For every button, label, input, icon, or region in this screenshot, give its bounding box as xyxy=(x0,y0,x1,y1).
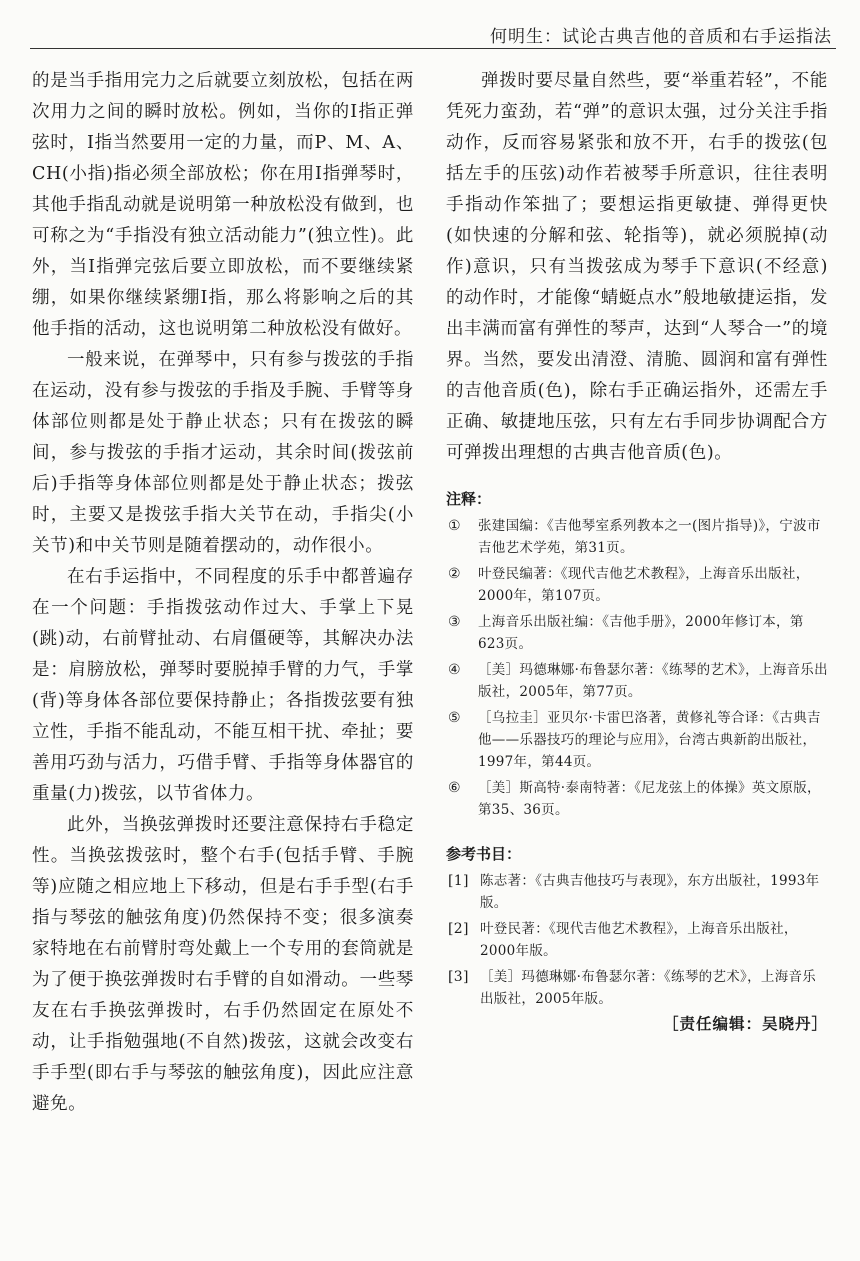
page-header xyxy=(30,14,836,49)
notes-list xyxy=(446,515,828,821)
note-marker: ② xyxy=(448,566,461,582)
reference-marker: [1] xyxy=(448,873,469,889)
note-marker: ⑥ xyxy=(448,780,461,796)
note-item xyxy=(446,707,828,773)
note-text: 上海音乐出版社编：《吉他手册》，2000年修订本，第623页。 xyxy=(478,614,804,652)
notes-heading: 注释： xyxy=(446,490,492,508)
note-marker: ③ xyxy=(448,614,461,630)
note-text: 张建国编：《吉他琴室系列教本之一(图片指导)》，宁波市吉他艺术学苑，第31页。 xyxy=(478,518,821,556)
notes-block xyxy=(446,488,828,1014)
running-title: 何明生：试论古典吉他的音质和右手运指法 xyxy=(490,27,832,47)
note-text: ［美］斯高特·泰南特著：《尼龙弦上的体操》英文原版，第35、36页。 xyxy=(478,780,821,818)
responsible-editor: ［责任编辑：吴晓丹］ xyxy=(662,1015,828,1033)
body-paragraph: 弹拨时要尽量自然些，要“举重若轻”，不能凭死力蛮劲，若“弹”的意识太强，过分关注手指动作，反而容易紧张和放不开，右手的拨弦(包括左手的压弦)动作若被琴手所意识，往往表明手指动作笨拙了；要想运指更敏捷、弹得更快(如快速的分解和弦、轮指等)，就必须脱掉(动作)意识，只有当拨弦成为琴手下意识(不经意)的动作时，才能像“蜻蜓点水”般地敏捷运指，发出丰满而富有弹性的琴声，达到“人琴合一”的境界。当然，要发出清澄、清脆、圆润和富有弹性的吉他音质(色)，除右手正确运指外，还需左手正确、敏捷地压弦，只有左右手同步协调配合方可弹拨出理想的古典吉他音质(色)。 xyxy=(446,71,828,463)
note-item xyxy=(446,563,828,607)
reference-item xyxy=(446,918,828,962)
note-item xyxy=(446,611,828,655)
body-paragraph: 在右手运指中，不同程度的乐手中都普遍存在一个问题：手指拨弦动作过大、手掌上下晃(跳)动，右前臂扯动、右肩僵硬等，其解决办法是：肩膀放松，弹琴时要脱掉手臂的力气，手掌(背)等身体各部位要保持静止；各指拨弦要有独立性，手指不能乱动，不能互相干扰、牵扯；要善用巧劲与活力，巧借手臂、手指等身体器官的重量(力)拨弦，以节省体力。 xyxy=(32,567,414,804)
note-marker: ① xyxy=(448,518,461,534)
reference-text: 陈志著：《古典吉他技巧与表现》，东方出版社，1993年版。 xyxy=(480,873,820,911)
note-item xyxy=(446,659,828,703)
reference-marker: [3] xyxy=(448,969,469,985)
right-column xyxy=(446,66,828,469)
reference-text: ［美］玛德琳娜·布鲁瑟尔著：《练琴的艺术》，上海音乐出版社，2005年版。 xyxy=(480,969,817,1007)
references-list xyxy=(446,870,828,1010)
reference-marker: [2] xyxy=(448,921,469,937)
reference-text: 叶登民著：《现代吉他艺术教程》，上海音乐出版社，2000年版。 xyxy=(480,921,798,959)
note-text: 叶登民编著：《现代吉他艺术教程》，上海音乐出版社，2000年，第107页。 xyxy=(478,566,810,604)
reference-item xyxy=(446,966,828,1010)
left-column xyxy=(32,66,414,1120)
note-item xyxy=(446,777,828,821)
note-text: ［美］玛德琳娜·布鲁瑟尔著：《练琴的艺术》，上海音乐出版社，2005年，第77页。 xyxy=(478,662,828,700)
references-heading: 参考书目： xyxy=(446,845,522,863)
reference-item xyxy=(446,870,828,914)
note-item xyxy=(446,515,828,559)
body-paragraph: 此外，当换弦弹拨时还要注意保持右手稳定性。当换弦拨弦时，整个右手(包括手臂、手腕等)应随之相应地上下移动，但是右手手型(右手指与琴弦的触弦角度)仍然保持不变；很多演奏家特地在右前臂肘弯处戴上一个专用的套筒就是为了便于换弦弹拨时右手臂的自如滑动。一些琴友在右手换弦弹拨时，右手仍然固定在原处不动，让手指勉强地(不自然)拨弦，这就会改变右手手型(即右手与琴弦的触弦角度)，因此应注意避免。 xyxy=(32,815,414,1114)
note-marker: ④ xyxy=(448,662,461,678)
note-marker: ⑤ xyxy=(448,710,461,726)
body-paragraph: 的是当手指用完力之后就要立刻放松，包括在两次用力之间的瞬时放松。例如，当你的Ⅰ指正弹弦时，Ⅰ指当然要用一定的力量，而P、M、A、CH(小指)指必须全部放松；你在用Ⅰ指弹琴时，其他手指乱动就是说明第一种放松没有做到，也可称之为“手指没有独立活动能力”(独立性)。此外，当Ⅰ指弹完弦后要立即放松，而不要继续紧绷，如果你继续紧绷Ⅰ指，那么将影响之后的其他手指的活动，这也说明第二种放松没有做好。 xyxy=(32,71,414,339)
body-paragraph: 一般来说，在弹琴中，只有参与拨弦的手指在运动，没有参与拨弦的手指及手腕、手臂等身体部位则都是处于静止状态；只有在拨弦的瞬间，参与拨弦的手指才运动，其余时间(拨弦前后)手指等身体部位则都是处于静止状态；拨弦时，主要又是拨弦手指大关节在动，手指尖(小关节)和中关节则是随着摆动的，动作很小。 xyxy=(32,350,414,556)
note-text: ［乌拉圭］亚贝尔·卡雷巴洛著，黄修礼等合译：《古典吉他——乐器技巧的理论与应用》，台湾古典新韵出版社，1997年，第44页。 xyxy=(478,710,821,770)
